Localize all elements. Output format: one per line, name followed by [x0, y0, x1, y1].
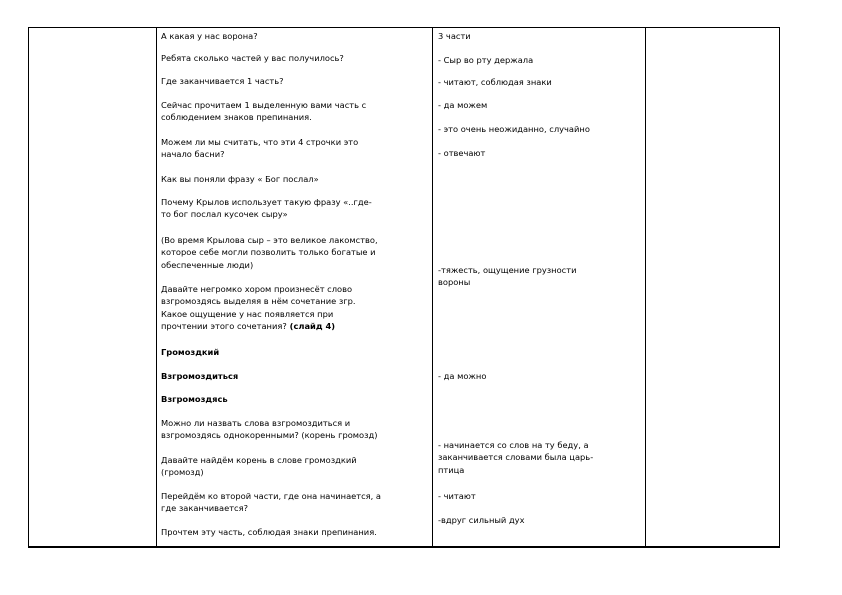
student-line: -вдруг сильный дух: [438, 515, 525, 525]
student-line: - Сыр во рту держала: [438, 55, 534, 65]
teacher-line: А какая у нас ворона?: [161, 31, 258, 41]
teacher-line: Прочтем эту часть, соблюдая знаки препинания.: [161, 527, 377, 537]
teacher-note: (Во время Крылова сыр – это великое лакомство, которое себе могли позволить только богатые и обеспеченные люди): [161, 235, 378, 270]
student-line: - читают, соблюдая знаки: [438, 77, 552, 87]
student-line: - да можно: [438, 371, 487, 381]
student-line: - это очень неожиданно, случайно: [438, 124, 590, 134]
teacher-line: Можем ли мы считать, что эти 4 строчки это начало басни?: [161, 137, 359, 160]
teacher-line: Сейчас прочитаем 1 выделенную вами часть с соблюдением знаков препинания.: [161, 100, 367, 123]
teacher-line: Почему Крылов использует такую фразу «..где- то бог послал кусочек сыру»: [161, 197, 372, 220]
teacher-question: Давайте негромко хором произнесёт слово взгромоздясь выделяя в нём сочетание згр. Какое ощущение у нас появляется при прочтении этого сочетания?: [161, 284, 356, 332]
student-line: -тяжесть, ощущение грузности вороны: [438, 265, 577, 288]
table-row: [29, 28, 780, 548]
word-bold: Громоздкий: [161, 347, 220, 357]
student-line: - да можем: [438, 100, 488, 110]
teacher-line: Как вы поняли фразу « Бог послал»: [161, 174, 319, 184]
teacher-line: Где заканчивается 1 часть?: [161, 76, 284, 86]
slide-reference: (слайд 4): [286, 321, 336, 332]
word-bold: Взгромоздясь: [161, 394, 228, 404]
student-line: - начинается со слов на ту беду, а заканчивается словами была царь- птица: [438, 440, 594, 475]
teacher-line: Перейдём ко второй части, где она начинается, а где заканчивается?: [161, 491, 382, 514]
word-bold: Взгромоздиться: [161, 371, 239, 381]
student-line: 3 части: [438, 31, 471, 41]
student-line: - отвечают: [438, 148, 486, 158]
notes-cell: [646, 28, 780, 548]
teacher-activity-cell: [157, 28, 433, 548]
student-activity-cell: [433, 28, 646, 548]
student-line: - читают: [438, 491, 476, 501]
lesson-table: [28, 27, 780, 548]
teacher-line: [161, 283, 356, 333]
table-bottom-border: [28, 546, 779, 548]
teacher-line: Можно ли назвать слова взгромоздиться и взгромоздясь однокоренными? (корень громозд): [161, 418, 378, 441]
teacher-line: Давайте найдём корень в слове громоздкий (громозд): [161, 455, 357, 478]
stage-cell: [29, 28, 157, 548]
teacher-line: Ребята сколько частей у вас получилось?: [161, 53, 344, 63]
